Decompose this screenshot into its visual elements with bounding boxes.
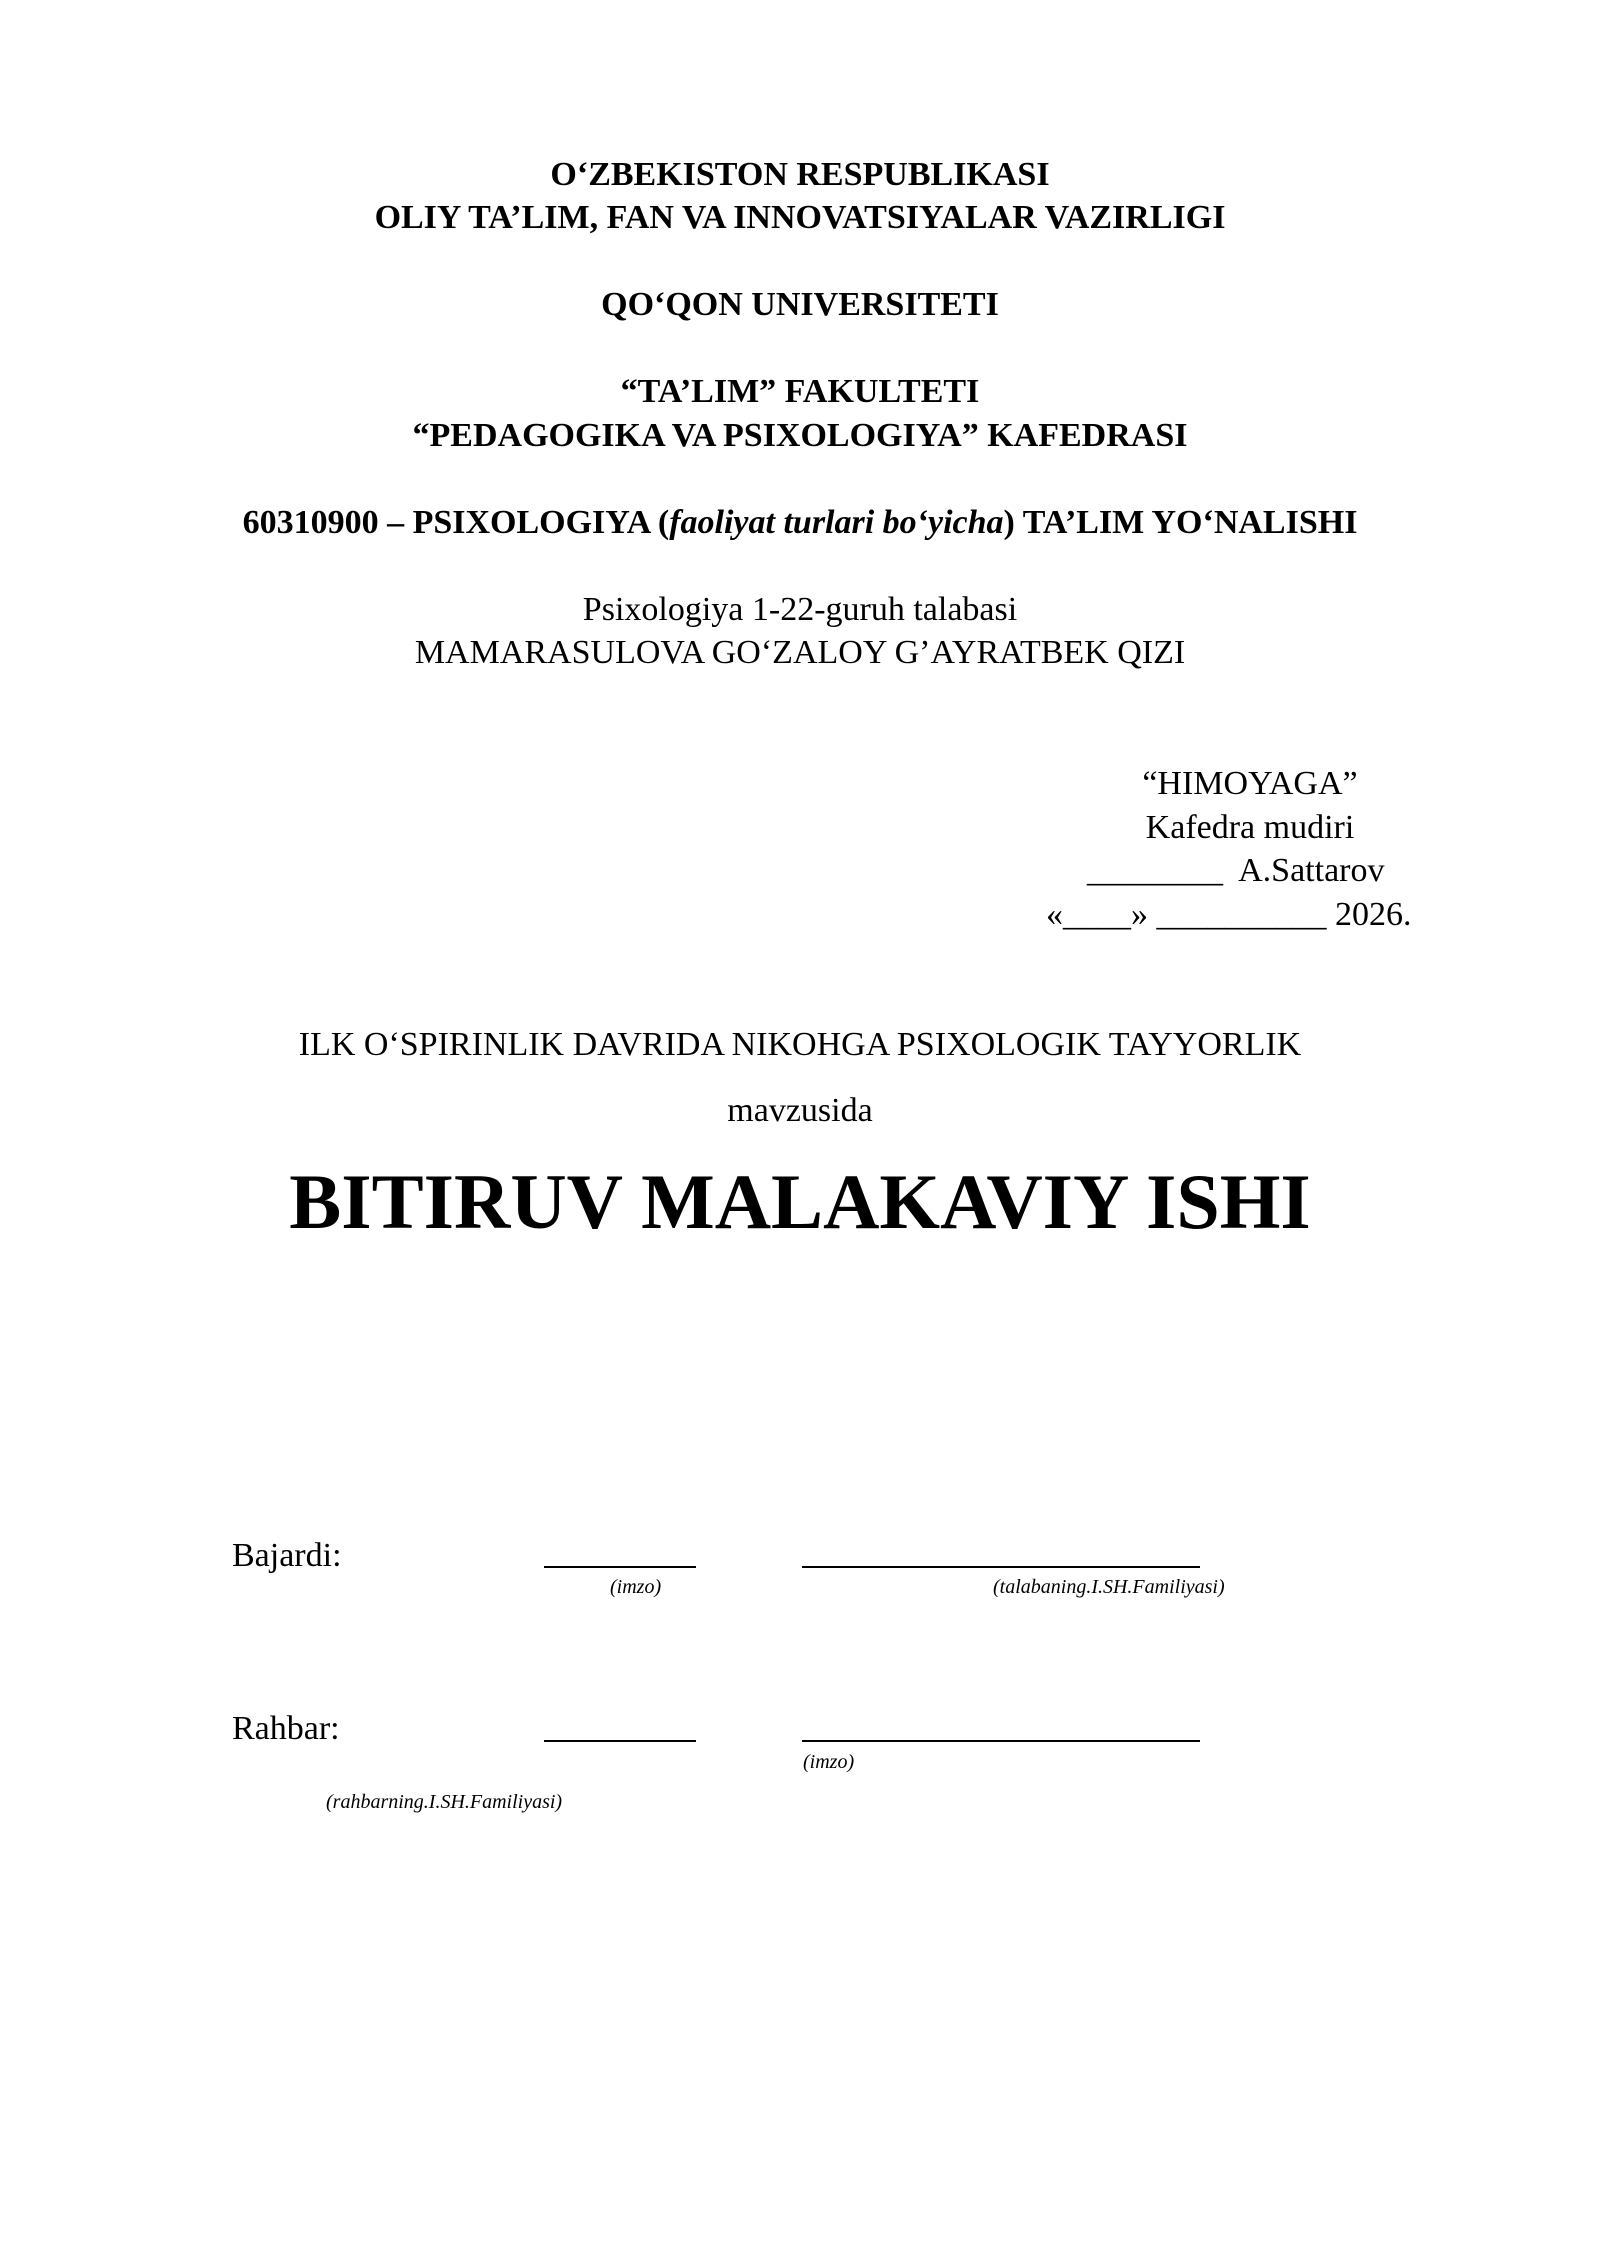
faculty-heading: “TA’LIM” FAKULTETI xyxy=(620,373,980,410)
direction-suffix: ) TA’LIM YO‘NALISHI xyxy=(1003,504,1358,541)
republic-heading: O‘ZBEKISTON RESPUBLIKASI xyxy=(550,156,1050,193)
department-heading: “PEDAGOGIKA VA PSIXOLOGIYA” KAFEDRASI xyxy=(412,417,1188,454)
student-name: MAMARASULOVA GO‘ZALOY G’AYRATBEK QIZI xyxy=(414,634,1186,671)
approval-role: Kafedra mudiri xyxy=(1145,809,1355,846)
document-title: BITIRUV MALAKAVIY ISHI xyxy=(289,1158,1311,1245)
approval-date: «____» __________ 2026. xyxy=(1046,896,1412,933)
rahbar-name-caption: (rahbarning.I.SH.Familiyasi) xyxy=(326,1791,563,1813)
bajardi-signature-line xyxy=(544,1566,696,1568)
bajardi-label: Bajardi: xyxy=(232,1537,342,1574)
university-heading: QO‘QON UNIVERSITETI xyxy=(601,286,999,323)
rahbar-name-line xyxy=(802,1740,1200,1742)
topic-mavzusida: mavzusida xyxy=(727,1092,873,1129)
student-group: Psixologiya 1-22-guruh talabasi xyxy=(582,591,1018,628)
rahbar-label: Rahbar: xyxy=(232,1710,340,1747)
rahbar-sign-caption: (imzo) xyxy=(803,1751,855,1773)
bajardi-name-caption: (talabaning.I.SH.Familiyasi) xyxy=(993,1576,1225,1598)
ministry-heading: OLIY TA’LIM, FAN VA INNOVATSIYALAR VAZIRLIGI xyxy=(374,199,1226,236)
bajardi-name-line xyxy=(802,1566,1200,1568)
topic-theme: ILK O‘SPIRINLIK DAVRIDA NIKOHGA PSIXOLOGIK TAYYORLIK xyxy=(298,1026,1302,1063)
approval-stamp: “HIMOYAGA” xyxy=(1142,765,1358,802)
direction-heading xyxy=(0,501,1600,545)
direction-italic: faoliyat turlari bo‘yicha xyxy=(669,504,1004,541)
approval-signature: ________ A.Sattarov xyxy=(1087,852,1385,889)
rahbar-signature-line xyxy=(544,1740,696,1742)
bajardi-sign-caption: (imzo) xyxy=(610,1576,662,1598)
direction-prefix: 60310900 – PSIXOLOGIYA ( xyxy=(242,504,670,541)
